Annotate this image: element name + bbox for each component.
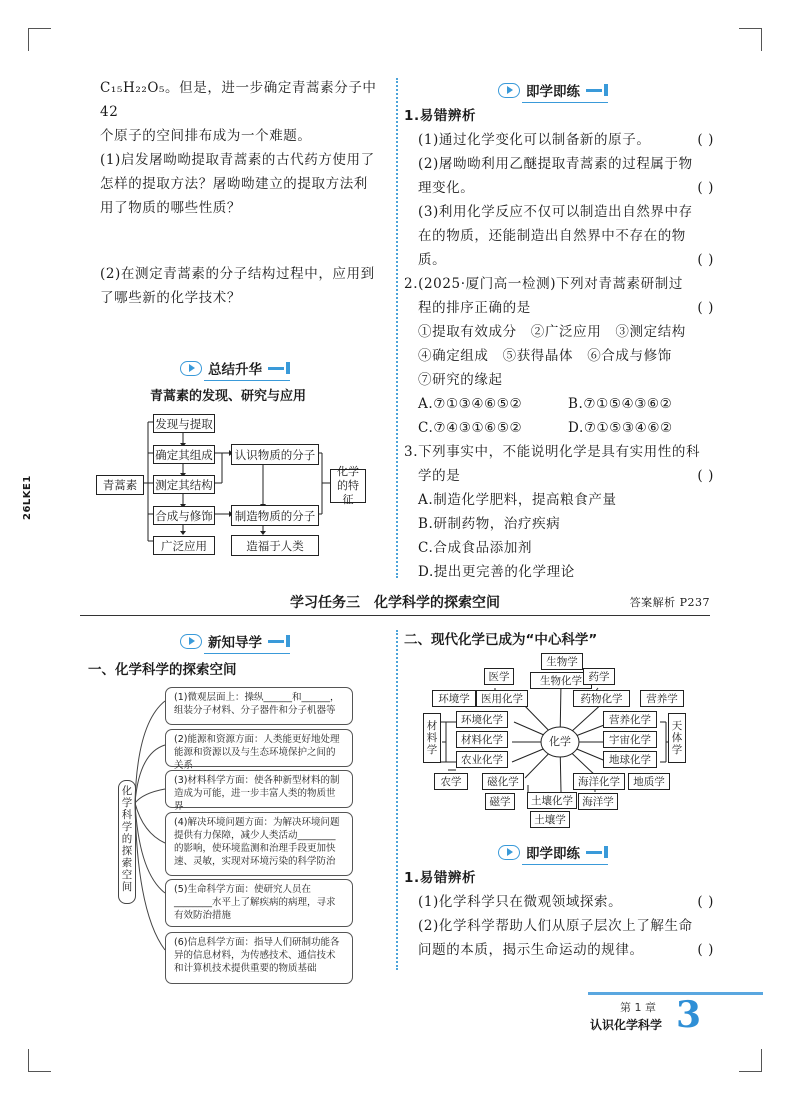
- left-reading: [100, 76, 390, 220]
- answer-ref: 答案解析 P237: [629, 596, 710, 609]
- discipline-node: 土壤化学: [527, 792, 577, 809]
- task-title: 学习任务三 化学科学的探索空间: [290, 595, 500, 611]
- question-item: 在的物质，还能制造出自然界中不存在的物: [418, 228, 686, 244]
- question-item: 理变化。 ( ): [418, 180, 714, 196]
- question-line: 程的排序正确的是 ( ): [418, 300, 714, 316]
- knowledge-item: (4)解决环境问题方面：为解决环境问题提供有力保障，减少人类活动________的影响，使环境监测和治理手段更加快速、灵敏，实现对环境污染的科学防治: [165, 812, 353, 876]
- root-node: 青蒿素: [96, 475, 144, 495]
- step-node: 发现与提取: [153, 414, 215, 433]
- question-item: (1)通过化学变化可以制备新的原子。 ( ): [418, 132, 714, 148]
- mid-node: 认识物质的分子: [231, 444, 319, 465]
- crop-mark: [739, 28, 762, 51]
- play-icon: [180, 634, 202, 649]
- new-knowledge-badge: 新知导学: [180, 631, 290, 651]
- practice-2: [404, 866, 714, 962]
- discipline-node: 海洋学: [578, 793, 618, 810]
- discipline-node: 药学: [583, 668, 615, 685]
- practice-heading: 1.易错辨析: [404, 108, 477, 124]
- question-item: (2)屠呦呦利用乙醚提取青蒿素的过程属于物: [418, 156, 693, 172]
- discipline-node: 材料学: [423, 713, 441, 763]
- knowledge-item: (5)生命科学方面：使研究人员在________水平上了解疾病的病理，寻求有效防治措施: [165, 879, 353, 927]
- knowledge-item: (2)能源和资源方面：人类能更好地处理能源和资源以及与生态环境保护之间的关系: [165, 729, 353, 767]
- choice: B.⑦①⑤④③⑥②: [568, 396, 673, 412]
- section-heading: 二、现代化学已成为“中心科学”: [404, 632, 598, 648]
- option-line: ④确定组成 ⑤获得晶体 ⑥合成与修饰: [418, 348, 672, 364]
- side-code: 26LKE1: [22, 475, 33, 520]
- discipline-node: 天体学: [668, 713, 686, 763]
- choice: D.⑦①⑤③④⑥②: [568, 420, 673, 436]
- discipline-node: 营养学: [640, 690, 684, 707]
- center-node: 化学: [549, 735, 571, 748]
- knowledge-item: (1)微观层面上：操纵______和______，组装分子材料、分子器件和分子机器等: [165, 687, 353, 725]
- column-divider: [396, 78, 398, 578]
- choice: D.提出更完善的化学理论: [418, 564, 575, 580]
- discipline-node: 宇宙化学: [603, 731, 657, 748]
- question-line: (2)在测定青蒿素的分子结构过程中，应用到: [100, 266, 375, 282]
- knowledge-item: (3)材料科学方面：使各种新型材料的制造成为可能，进一步丰富人类的物质世界: [165, 770, 353, 808]
- badge-tail-icon: [268, 362, 290, 374]
- discipline-node: 农学: [434, 773, 468, 790]
- question-item: (2)化学科学帮助人们从原子层次上了解生命: [418, 918, 693, 934]
- mid-node: 制造物质的分子: [231, 505, 319, 526]
- option-line: ⑦研究的缘起: [418, 372, 503, 388]
- discipline-node: 环境化学: [456, 711, 508, 728]
- crop-mark: [28, 28, 51, 51]
- page-number: 3: [676, 994, 702, 1036]
- practice-badge: 即学即练: [498, 842, 608, 862]
- discipline-node: 环境学: [432, 690, 476, 707]
- practice-badge: 即学即练: [498, 80, 608, 100]
- diagram-title: 青蒿素的发现、研究与应用: [150, 389, 307, 404]
- discipline-node: 药物化学: [573, 690, 630, 707]
- question-line: 了哪些新的化学技术？: [100, 290, 241, 306]
- section-heading: 一、化学科学的探索空间: [88, 662, 237, 678]
- practice-1: [404, 104, 714, 584]
- question-line: 怎样的提取方法？屠呦呦建立的提取方法利: [100, 176, 368, 192]
- crop-mark: [739, 1049, 762, 1072]
- question-line: 用了物质的哪些性质？: [100, 200, 241, 216]
- discipline-node: 地质学: [628, 773, 670, 790]
- summary-badge: 总结升华: [180, 358, 290, 378]
- question-line: (1)启发屠呦呦提取青蒿素的古代药方使用了: [100, 152, 375, 168]
- question-line: 2.(2025·厦门高一检测)下列对青蒿素研制过: [404, 276, 683, 292]
- badge-tail-icon: [586, 84, 608, 96]
- badge-tail-icon: [586, 846, 608, 858]
- practice-heading: 1.易错辨析: [404, 870, 477, 886]
- mid-node: 造福于人类: [231, 535, 319, 556]
- step-node: 测定其结构: [153, 475, 215, 494]
- crop-mark: [28, 1049, 51, 1072]
- question-item: (3)利用化学反应不仅可以制造出自然界中存: [418, 204, 693, 220]
- chapter-label: 第 1 章: [620, 1001, 656, 1014]
- discipline-node: 医学: [484, 668, 514, 685]
- choice: A.制造化学肥料，提高粮食产量: [418, 492, 617, 508]
- discipline-node: 土壤学: [530, 811, 570, 828]
- discipline-node: 生物化学: [530, 672, 592, 689]
- question-item: (1)化学科学只在微观领域探索。 ( ): [418, 894, 714, 910]
- question-line: 学的是 ( ): [418, 468, 714, 484]
- discipline-node: 医用化学: [476, 690, 528, 707]
- play-icon: [498, 845, 520, 860]
- discipline-node: 地球化学: [603, 751, 657, 768]
- option-line: ①提取有效成分 ②广泛应用 ③测定结构: [418, 324, 686, 340]
- column-divider: [396, 630, 398, 970]
- discipline-node: 农业化学: [456, 751, 508, 768]
- discipline-node: 生物学: [541, 653, 583, 670]
- badge-tail-icon: [268, 635, 290, 647]
- text-line: 个原子的空间排布成为一个难题。: [100, 128, 312, 144]
- choice: A.⑦①③④⑥⑤②: [418, 396, 523, 412]
- feature-node: 化学的特征: [330, 469, 366, 503]
- question-line: 3.下列事实中，不能说明化学是具有实用性的科: [404, 444, 701, 460]
- question-item: 质。 ( ): [418, 252, 714, 268]
- question-item: 问题的本质，揭示生命运动的规律。 ( ): [418, 942, 714, 958]
- step-node: 合成与修饰: [153, 506, 215, 525]
- left-question-2: [100, 262, 390, 310]
- discipline-node: 材料化学: [456, 731, 508, 748]
- choice: C.⑦④③①⑥⑤②: [418, 420, 523, 436]
- play-icon: [498, 83, 520, 98]
- choice: B.研制药物，治疗疾病: [418, 516, 561, 532]
- task-header: [80, 590, 710, 612]
- step-node: 广泛应用: [153, 536, 215, 555]
- discipline-node: 磁学: [485, 793, 515, 810]
- step-node: 确定其组成: [153, 445, 215, 464]
- knowledge-item: (6)信息科学方面：指导人们研制功能各异的信息材料，为传感技术、通信技术和计算机技术提供重要的物质基础: [165, 932, 353, 984]
- choice: C.合成食品添加剂: [418, 540, 533, 556]
- discipline-node: 营养化学: [603, 711, 657, 728]
- vertical-label: 化学科学的探索空间: [118, 780, 136, 904]
- chapter-title: 认识化学科学: [590, 1018, 663, 1032]
- discipline-node: 磁化学: [482, 773, 524, 790]
- play-icon: [180, 361, 202, 376]
- discipline-node: 海洋化学: [573, 773, 625, 790]
- text-line: C₁₅H₂₂O₅。但是，进一步确定青蒿素分子中42: [100, 80, 377, 120]
